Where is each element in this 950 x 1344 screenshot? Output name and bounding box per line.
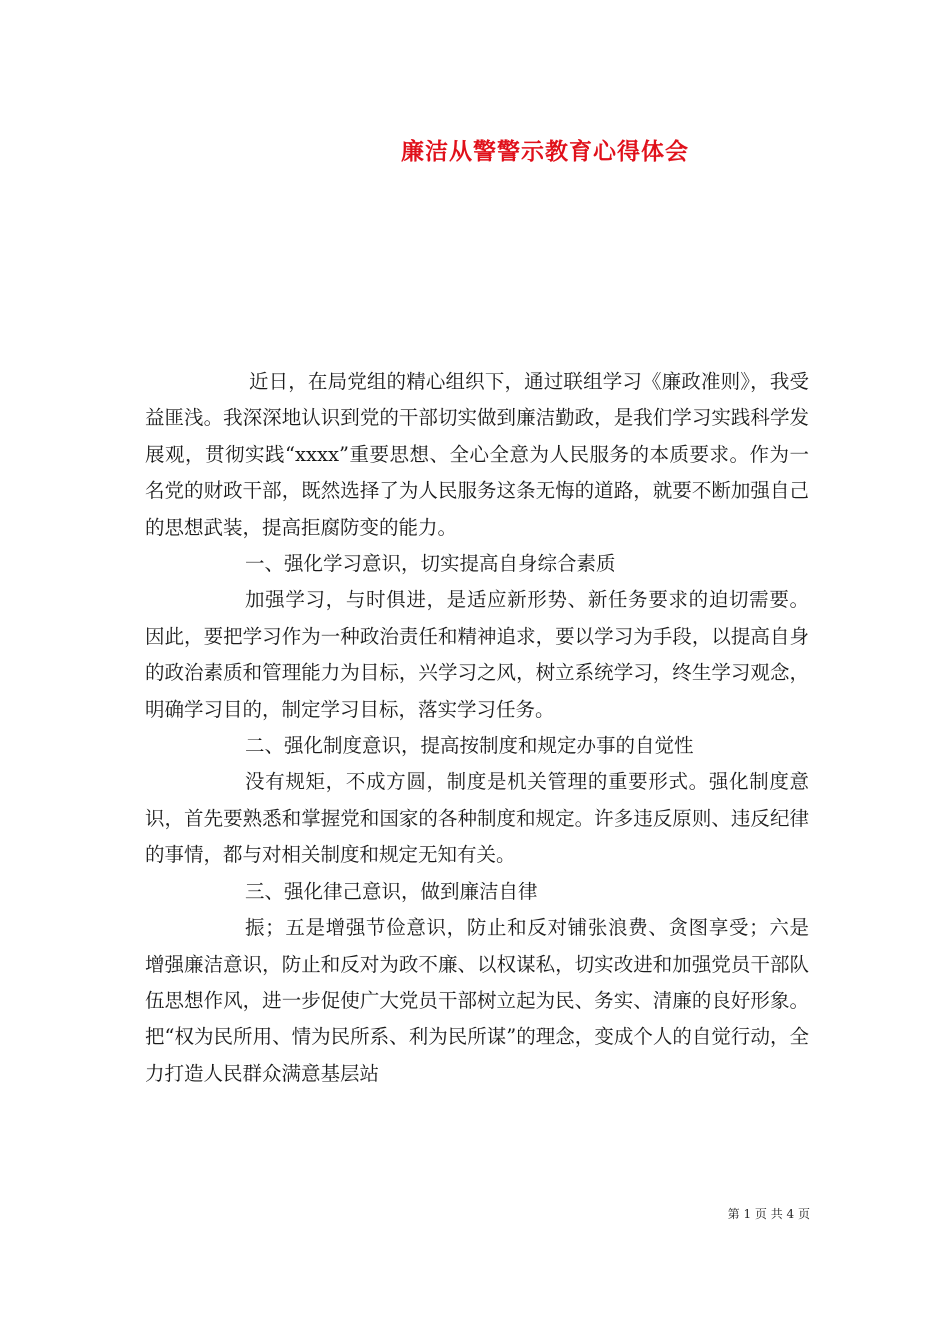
section-heading-2: 二、强化制度意识，提高按制度和规定办事的自觉性 — [245, 734, 694, 758]
paragraph-intro: 近日，在局党组的精心组织下，通过联组学习《廉政准则》，我受益匪浅。我深深地认识到党的干部切实做到廉洁勤政，是我们学习实践科学发展观，贯彻实践“xxxx”重要思想、全心全意为人民服务的本质要求。作为一名党的财政干部，既然选择了为人民服务这条无悔的道路，就要不断加强自己的思想武装，提高拒腐防变的能力。 — [145, 370, 809, 539]
document-title: 廉洁从警警示教育心得体会 — [401, 138, 689, 165]
section-heading-1: 一、强化学习意识，切实提高自身综合素质 — [245, 552, 616, 576]
paragraph-2: 没有规矩，不成方圆，制度是机关管理的重要形式。强化制度意识，首先要熟悉和掌握党和国家的各种制度和规定。许多违反原则、违反纪律的事情，都与对相关制度和规定无知有关。 — [145, 770, 809, 867]
paragraph-3: 振；五是增强节俭意识，防止和反对铺张浪费、贪图享受；六是增强廉洁意识，防止和反对为政不廉、以权谋私，切实改进和加强党员干部队伍思想作风，进一步促使广大党员干部树立起为民、务实、清廉的良好形象。把“权为民所用、情为民所系、利为民所谋”的理念，变成个人的自觉行动，全力打造人民群众满意基层站 — [145, 916, 809, 1085]
section-heading-3: 三、强化律己意识，做到廉洁自律 — [245, 879, 538, 903]
page-number: 第 1 页 共 4 页 — [727, 1207, 810, 1221]
document-body — [145, 364, 809, 1092]
paragraph-1: 加强学习，与时俱进，是适应新形势、新任务要求的迫切需要。因此，要把学习作为一种政治责任和精神追求，要以学习为手段，以提高自身的政治素质和管理能力为目标，兴学习之风，树立系统学习，终生学习观念，明确学习目的，制定学习目标，落实学习任务。 — [145, 588, 809, 721]
